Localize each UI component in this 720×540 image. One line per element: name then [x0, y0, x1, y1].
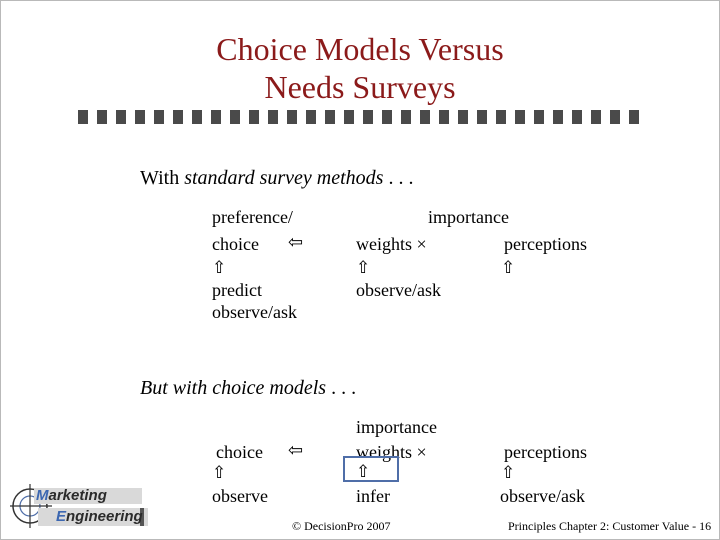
section2-heading — [140, 378, 356, 398]
up-arrow-icon: ⇧ — [356, 462, 371, 482]
s1-choice-label: choice — [212, 234, 259, 254]
times-icon: × — [416, 442, 427, 462]
s2-observe-label: observe — [212, 486, 268, 506]
logo-marketing — [36, 488, 107, 504]
logo-m: M — [36, 487, 49, 504]
title-line-1: Choice Models Versus — [216, 31, 504, 67]
s2-choice-label: choice — [216, 442, 263, 462]
left-arrow-icon: ⇦ — [288, 232, 304, 253]
s2-weights-text: weights — [356, 442, 412, 462]
logo-arketing: arketing — [48, 487, 107, 504]
section2-heading-italic: But with choice models — [140, 377, 327, 399]
section1-heading-plain: With — [140, 167, 185, 189]
footer-copyright: © DecisionPro 2007 — [292, 519, 391, 533]
times-icon: × — [416, 234, 427, 254]
up-arrow-icon: ⇧ — [356, 258, 371, 278]
section2-heading-dots: . . . — [331, 377, 357, 399]
logo-engineering — [56, 509, 143, 525]
footer-page-info: Principles Chapter 2: Customer Value - 16 — [508, 519, 712, 533]
section1-heading — [140, 168, 413, 188]
section1-heading-italic: standard survey methods — [184, 167, 384, 189]
title-line-2: Needs Surveys — [264, 69, 456, 105]
s1-weights-label — [356, 234, 427, 254]
s1-observe-ask-middle-label: observe/ask — [356, 280, 441, 300]
s2-observe-ask-label: observe/ask — [500, 486, 585, 506]
s1-observe-ask-label: observe/ask — [212, 302, 297, 322]
up-arrow-icon: ⇧ — [501, 258, 516, 278]
left-arrow-icon: ⇦ — [288, 440, 304, 461]
s1-weights-text: weights — [356, 234, 412, 254]
s1-predict-label: predict — [212, 280, 262, 300]
marketing-engineering-logo — [8, 482, 148, 530]
s2-infer-label: infer — [356, 486, 390, 506]
s1-preference-label: preference/ — [212, 207, 293, 227]
up-arrow-icon: ⇧ — [212, 258, 227, 278]
up-arrow-icon: ⇧ — [501, 463, 516, 483]
section1-heading-dots: . . . — [388, 167, 414, 189]
s1-perceptions-label: perceptions — [504, 234, 587, 254]
slide-title — [0, 30, 720, 106]
s2-importance-label: importance — [356, 417, 437, 437]
infer-highlight-box — [343, 456, 399, 482]
logo-ngineering: ngineering — [66, 508, 143, 525]
up-arrow-icon: ⇧ — [212, 463, 227, 483]
dotted-divider — [78, 110, 648, 124]
s2-perceptions-label: perceptions — [504, 442, 587, 462]
s1-importance-label: importance — [428, 207, 509, 227]
logo-e: E — [56, 508, 67, 525]
